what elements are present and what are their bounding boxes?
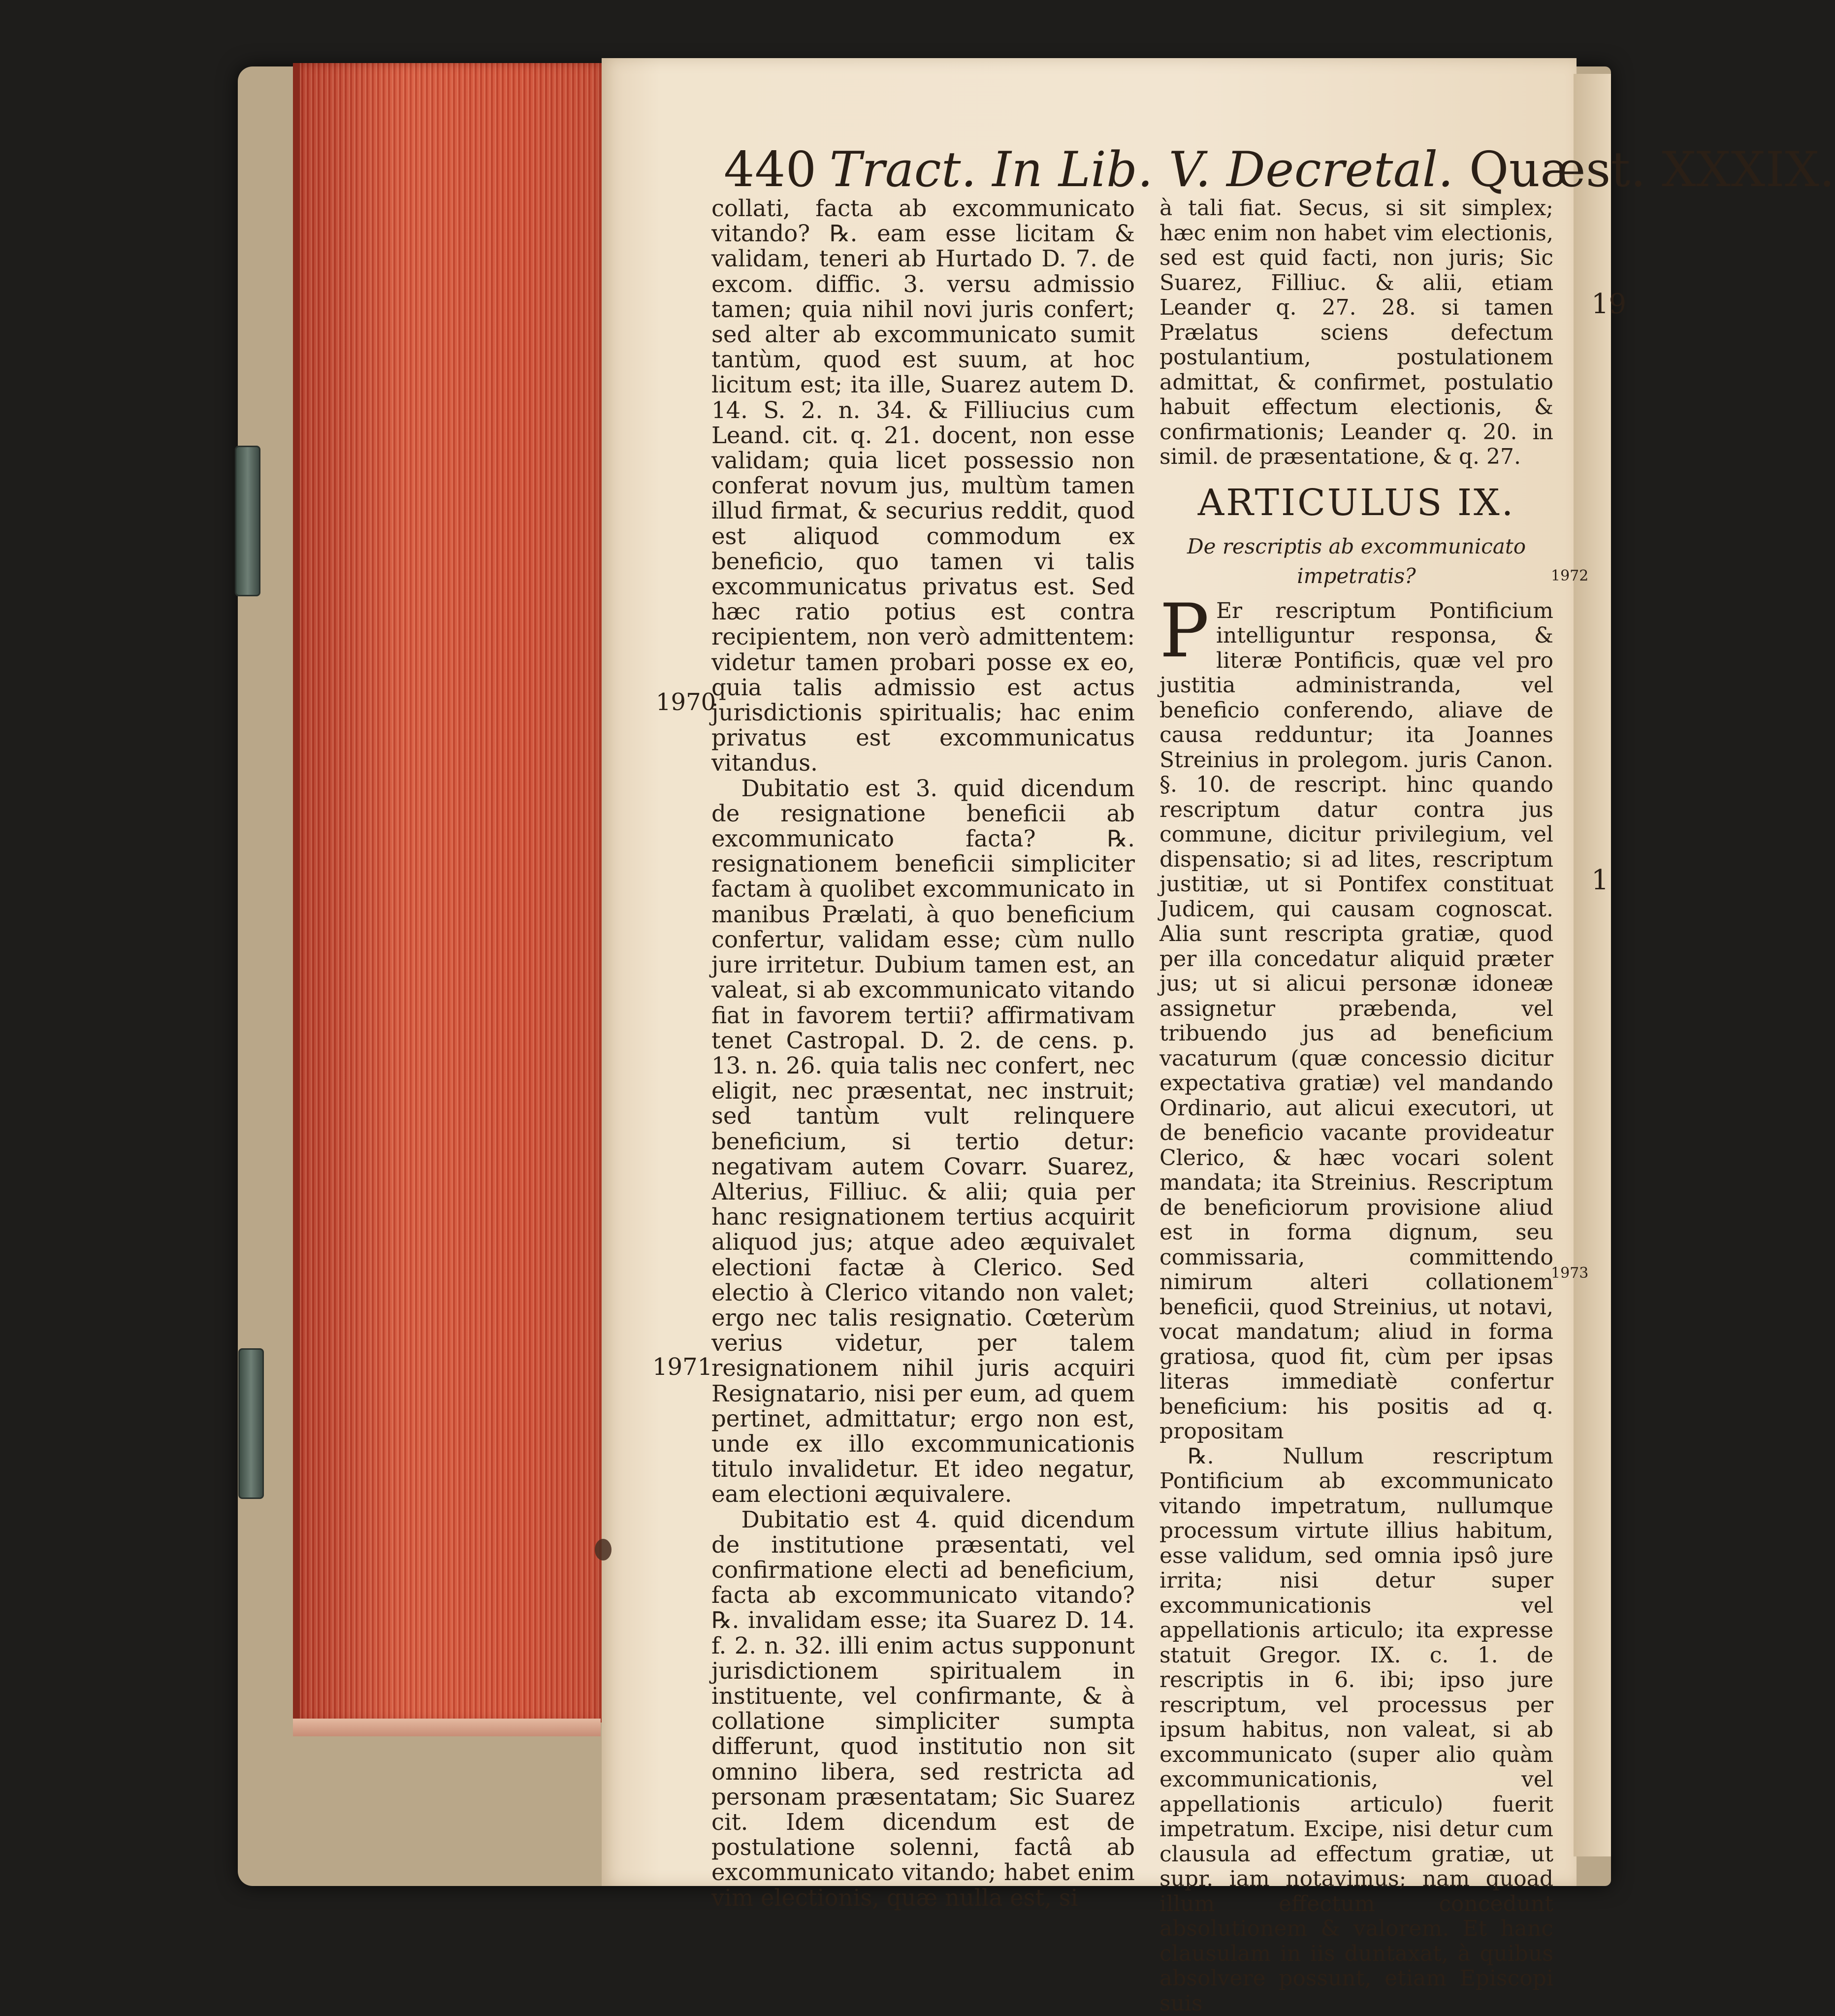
right-column xyxy=(1159,196,1553,1723)
left-paragraph-2: Dubitatio est 3. quid dicendum de resignatione beneficii ab excommunicato facta? ℞. resignationem beneficii simpliciter factam à quolibet excommunicato in manibus Prælati, à quo beneficium confertur, validam esse; cùm nullo jure irritetur. Dubium tamen est, an valeat, si ab excommunicato vitando fiat in favorem tertii? affirmativam tenet Castropal. D. 2. de cens. p. 13. n. 26. quia talis nec confert, nec eligit, nec præsentat, nec instruit; sed tantùm vult relinquere beneficium, si tertio detur: negativam autem Covarr. Suarez, Alterius, Filliuc. & alii; quia per hanc resignationem tertius acquirit aliquod jus; atque adeo æquivalet electioni factæ à Clerico. Sed electio à Clerico vitando non valet; ergo nec talis resignatio. Cœterùm verius videtur, per talem resignationem nihil juris acquiri Resignatario, nisi per eum, ad quem pertinet, admittatur; ergo non est, unde ex illo excommunicationis titulo invalidetur. Et ideo negatur, eam electioni æquivalere. xyxy=(711,776,1135,1507)
metal-clasp-top xyxy=(235,446,260,596)
red-page-edges xyxy=(293,63,608,1723)
facing-page-fragment-2: 1 xyxy=(1591,864,1609,896)
header-title: Tract. In Lib. V. Decretal. xyxy=(830,142,1454,198)
page-edge-bottom xyxy=(293,1719,601,1736)
left-paragraph-1: collati, facta ab excommunicato vitando? ℞. eam esse licitam & validam, teneri ab Hurtado D. 7. de excom. diffic. 3. versu admissio tamen; quia nihil novi juris confert; sed alter ab excommunicato sumit tantùm, quod est suum, at hoc licitum est; ita ille, Suarez autem D. 14. S. 2. n. 34. & Filliucius cum Leand. cit. q. 21. docent, non esse validam; quia licet possessio non conferat novum jus, multùm tamen illud firmat, & securius reddit, quod est aliquod commodum ex beneficio, quo tamen vi talis excommunicatus privatus est. Sed hæc ratio potius est contra recipientem, non verò admittentem: videtur tamen probari posse ex eo, quia talis admissio est actus jurisdictionis spiritualis; hac enim privatus est excommunicatus vitandus. xyxy=(711,196,1135,776)
right-paragraph-3: ℞. Nullum rescriptum Pontificium ab excommunicato vitando impetratum, nullumque processum virtute illius habitum, esse validum, sed omnia ipsô jure irrita; nisi detur super excommunicationis vel appellationis articulo; ita expresse statuit Gregor. IX. c. 1. de rescriptis in 6. ibi; ipso jure rescriptum, vel processus per ipsum habitus, non valeat, si ab excommunicato (super alio quàm excommunicationis, vel appellationis articulo) fuerit impetratum. Excipe, nisi detur cum clausula ad effectum gratiæ, ut supr. iam notavimus; nam quoad illum effectum concedunt absolutionem & valorem. Et hanc clausulam in iis duntaxat, à quibus absolvere possunt, etiam Episcopi suis xyxy=(1159,1444,1553,2016)
margin-number-1973: 1973 xyxy=(1551,1265,1588,1282)
left-column xyxy=(711,196,1135,1718)
margin-number-1970: 1970 xyxy=(656,688,716,716)
running-header xyxy=(724,143,1502,197)
header-question: Quæst. XXXIX. xyxy=(1469,142,1835,198)
page-number: 440 xyxy=(724,142,817,198)
facing-page-edge xyxy=(1574,74,1611,1856)
right-paragraph-1: à tali fiat. Secus, si sit simplex; hæc enim non habet vim electionis, sed est quid facti, non juris; Sic Suarez, Filliuc. & alii, etiam Leander q. 27. 28. si tamen Prælatus sciens defectum postulantium, postulationem admittat, & confirmet, postulatio habuit effectum electionis, & confirmationis; Leander q. 20. in simil. de præsentatione, & q. 27. xyxy=(1159,196,1553,470)
ink-stain xyxy=(595,1539,612,1561)
article-title: ARTICULUS IX. xyxy=(1159,476,1553,530)
facing-page-fragment-1: 19 xyxy=(1591,288,1626,320)
metal-clasp-bottom xyxy=(238,1348,264,1499)
margin-number-1972: 1972 xyxy=(1551,567,1588,585)
article-subtitle: De rescriptis ab excommunicato impetratis? xyxy=(1159,532,1553,591)
drop-capital: P xyxy=(1159,602,1209,661)
right-paragraph-2: Er rescriptum Pontificium intelliguntur responsa, & literæ Pontificis, quæ vel pro justitia administranda, vel beneficio conferendo, aliave de causa redduntur; ita Joannes Streinius in prolegom. juris Canon. §. 10. de rescript. hinc quando rescriptum datur contra jus commune, dicitur privilegium, vel dispensatio; si ad lites, rescriptum justitiæ, ut si Pontifex constituat Judicem, qui causam cognoscat. Alia sunt rescripta gratiæ, quod per illa concedatur aliquid præter jus; ut si alicui personæ idoneæ assignetur præbenda, vel tribuendo jus ad beneficium vacaturum (quæ concessio dicitur expectativa gratiæ) vel mandando Ordinario, aut alicui executori, ut de beneficio vacante provideatur Clerico, & hæc vocari solent mandata; ita Streinius. Rescriptum de beneficiorum provisione aliud est in forma dignum, seu commissaria, committendo nimirum alteri collationem beneficii, quod Streinius, ut notavi, vocat mandatum; aliud in forma gratiosa, quod fit, cùm per ipsas literas immediatè confertur beneficium: his positis ad q. propositam xyxy=(1159,598,1553,1444)
left-paragraph-3: Dubitatio est 4. quid dicendum de institutione præsentati, vel confirmatione electi ad beneficium, facta ab excommunicato vitando? ℞. invalidam esse; ita Suarez D. 14. f. 2. n. 32. illi enim actus supponunt jurisdictionem spiritualem in instituente, vel confirmante, & à collatione simpliciter sumpta differunt, quod institutio non sit omnino libera, sed restricta ad personam præsentatam; Sic Suarez cit. Idem dicendum est de postulatione solenni, factâ ab excommunicato vitando; habet enim vim electionis, quæ nulla est, si xyxy=(711,1507,1135,1911)
margin-number-1971: 1971 xyxy=(652,1353,712,1381)
